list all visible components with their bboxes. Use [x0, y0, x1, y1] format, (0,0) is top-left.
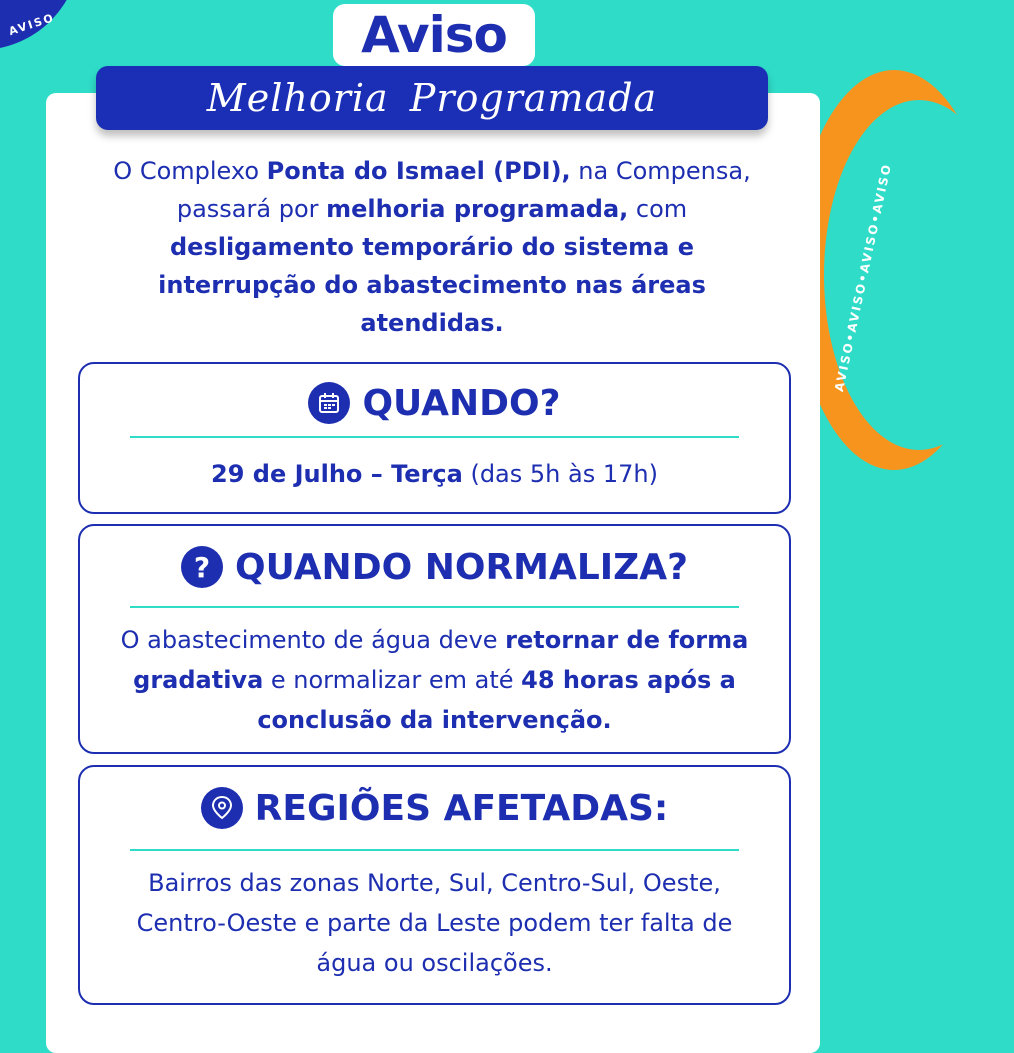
regions-box: [78, 765, 791, 1005]
intro-text: O Complexo Ponta do Ismael (PDI), na Compensa, passará por melhoria programada, com desligamento temporário do sistema e interrupção do abastecimento nas áreas atendidas.: [113, 157, 751, 337]
calendar-icon: [308, 382, 350, 424]
when-box: [78, 362, 791, 514]
normalize-title: QUANDO NORMALIZA?: [234, 546, 689, 588]
regions-heading: [80, 787, 789, 829]
when-divider: [130, 436, 739, 438]
when-title: QUANDO?: [362, 382, 561, 424]
top-left-stamp: [0, 0, 80, 50]
normalize-heading: [80, 546, 789, 588]
right-stamp-text: AVISO•AVISO•AVISO•AVISO: [832, 161, 895, 393]
right-stamp-inner: [824, 100, 1014, 450]
when-heading: [80, 382, 789, 424]
normalize-text: O abastecimento de água deve retornar de forma gradativa e normalizar em até 48 horas após a conclusão da intervenção.: [120, 626, 749, 734]
aviso-title: Aviso: [333, 4, 535, 66]
top-left-stamp-text: AVISO: [7, 10, 57, 39]
regions-divider: [130, 849, 739, 851]
regions-title: REGIÕES AFETADAS:: [254, 787, 669, 829]
banner-subtitle: Melhoria Programada: [96, 66, 768, 130]
regions-text: Bairros das zonas Norte, Sul, Centro-Sul, Oeste, Centro-Oeste e parte da Leste podem ter falta de água ou oscilações.: [136, 869, 733, 977]
when-date: 29 de Julho – Terça (das 5h às 17h): [211, 460, 658, 488]
location-pin-icon: [201, 787, 243, 829]
normalize-box: [78, 524, 791, 754]
question-icon: ?: [181, 546, 223, 588]
normalize-divider: [130, 606, 739, 608]
